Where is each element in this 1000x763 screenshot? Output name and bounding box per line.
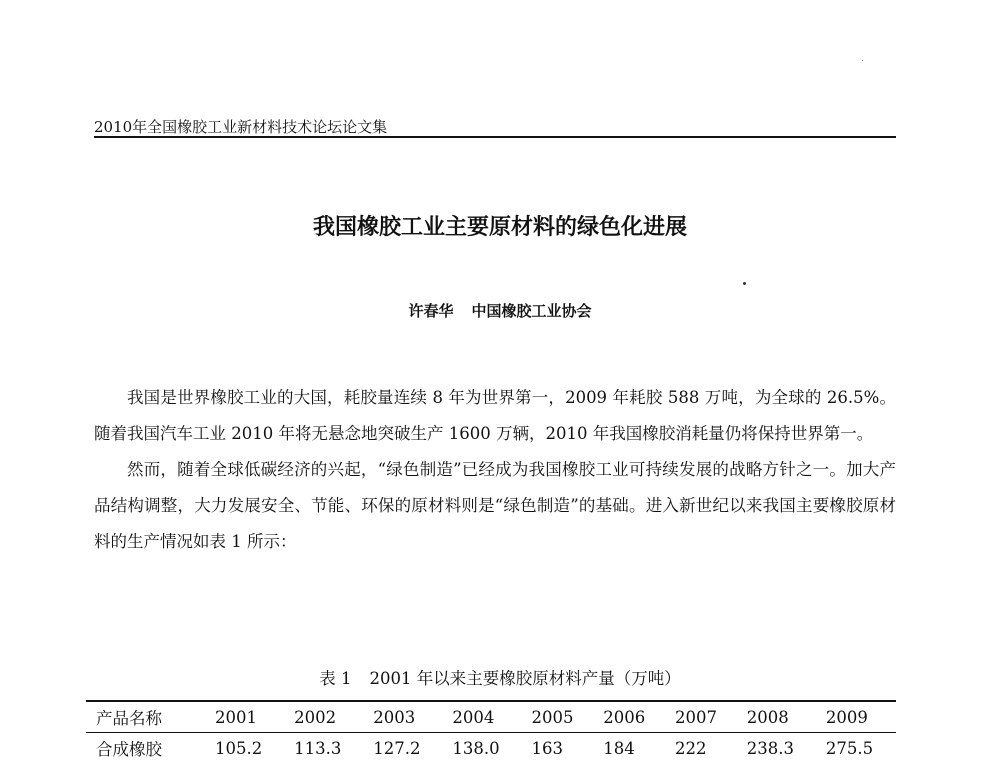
table-cell: 127.2 (364, 733, 443, 763)
column-header: 2009 (817, 701, 896, 733)
table-header-row (86, 701, 896, 733)
paragraph: 然而，随着全球低碳经济的兴起，“绿色制造”已经成为我国橡胶工业可持续发展的战略方针之一。加大产品结构调整，大力发展安全、节能、环保的原材料则是“绿色制造”的基础。进入新世纪以来我国主要橡胶原材料的生产情况如表 1 所示： (94, 452, 896, 560)
scan-speck (862, 60, 863, 61)
table-cell: 163 (523, 733, 595, 763)
column-header: 2007 (666, 701, 738, 733)
column-header: 2005 (523, 701, 595, 733)
table-cell: 113.3 (285, 733, 364, 763)
table-cell: 合成橡胶 (86, 733, 206, 763)
paragraph: 我国是世界橡胶工业的大国，耗胶量连续 8 年为世界第一，2009 年耗胶 588 万吨，为全球的 26.5%。随着我国汽车工业 2010 年将无悬念地突破生产 1600 万辆，2010 年我国橡胶消耗量仍将保持世界第一。 (94, 380, 896, 452)
production-table (86, 700, 896, 763)
table-cell: 184 (594, 733, 666, 763)
author-affiliation: 中国橡胶工业协会 (472, 302, 592, 320)
table-cell: 275.5 (817, 733, 896, 763)
author-line (0, 300, 1000, 321)
table-cell: 238.3 (738, 733, 817, 763)
column-header: 2008 (738, 701, 817, 733)
table-caption-text: 2001 年以来主要橡胶原材料产量（万吨） (370, 669, 681, 688)
table-row (86, 733, 896, 763)
column-header: 2006 (594, 701, 666, 733)
scan-speck (743, 282, 746, 285)
table-cell: 138.0 (443, 733, 522, 763)
author-name: 许春华 (408, 302, 453, 320)
column-header: 2003 (364, 701, 443, 733)
column-header: 产品名称 (86, 701, 206, 733)
header-rule (94, 136, 896, 138)
table-cell: 105.2 (206, 733, 285, 763)
column-header: 2004 (443, 701, 522, 733)
table-cell: 222 (666, 733, 738, 763)
paper-title: 我国橡胶工业主要原材料的绿色化进展 (0, 210, 1000, 241)
running-header: 2010年全国橡胶工业新材料技术论坛论文集 (94, 116, 387, 137)
column-header: 2001 (206, 701, 285, 733)
table-caption (0, 665, 1000, 689)
column-header: 2002 (285, 701, 364, 733)
table-caption-label: 表 1 (319, 669, 351, 688)
body-text (94, 380, 896, 560)
